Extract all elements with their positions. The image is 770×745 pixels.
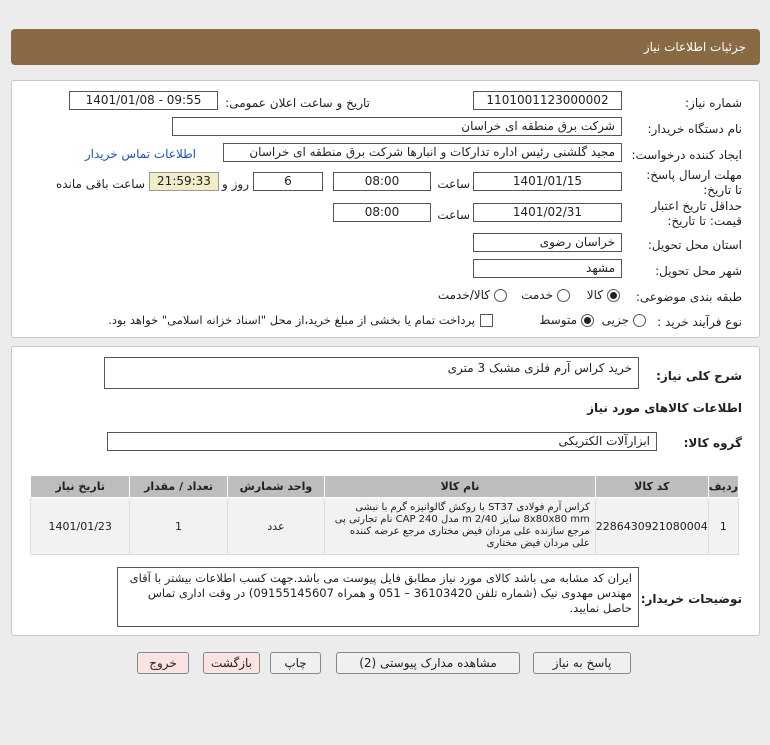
buyer-notes-label: توضیحات خریدار: <box>640 592 742 606</box>
treasury-checkbox[interactable] <box>480 314 493 327</box>
goods-group-field: ابزارآلات الکتریکی <box>107 432 657 451</box>
province-label: استان محل تحویل: <box>647 238 742 252</box>
category-option-both[interactable] <box>438 288 507 302</box>
col-code: کد کالا <box>595 476 708 498</box>
summary-label: شرح کلی نیاز: <box>656 369 742 383</box>
validity-date-field: 1401/02/31 <box>473 203 622 222</box>
buyer-contact-link[interactable]: اطلاعات تماس خریدار <box>84 147 196 161</box>
print-button[interactable]: چاپ <box>270 652 321 674</box>
cell-row: 1 <box>708 498 738 555</box>
validity-label-text: حداقل تاریخ اعتبار قیمت: تا تاریخ: <box>651 199 742 228</box>
days-label: روز و <box>222 177 249 191</box>
process-minor-radio[interactable] <box>633 314 646 327</box>
goods-table-header <box>31 476 739 498</box>
col-name: نام کالا <box>325 476 596 498</box>
back-button[interactable]: بازگشت <box>203 652 260 674</box>
city-field: مشهد <box>473 259 622 278</box>
need-number-label: شماره نیاز: <box>685 96 742 110</box>
col-qty: تعداد / مقدار <box>130 476 227 498</box>
validity-time-label: ساعت <box>437 208 470 222</box>
validity-label <box>642 199 742 229</box>
category-label: طبقه بندی موضوعی: <box>635 290 742 304</box>
days-field: 6 <box>253 172 323 191</box>
deadline-label <box>642 168 742 198</box>
page-header: جزئیات اطلاعات نیاز <box>11 29 760 65</box>
category-goods-radio[interactable] <box>607 289 620 302</box>
goods-group-label: گروه کالا: <box>683 436 742 450</box>
attachments-button[interactable]: مشاهده مدارک پیوستی (2) <box>336 652 520 674</box>
remaining-label: ساعت باقی مانده <box>55 177 145 191</box>
buyer-org-label: نام دستگاه خریدار: <box>647 122 742 136</box>
announce-label: تاریخ و ساعت اعلان عمومی: <box>225 96 370 110</box>
creator-label: ایجاد کننده درخواست: <box>631 148 742 162</box>
deadline-time-label: ساعت <box>437 177 470 191</box>
buyer-notes-field: ایران کد مشابه می باشد کالای مورد نیاز مطابق فایل پیوست می باشد.جهت کسب اطلاعات بیشتر با آقای مهندس مهدوی نیک (شماره تلفن 36103420 – 051 و همراه 09155145607) در وقت اداری تماس حاصل نمایید. <box>117 567 639 627</box>
col-row: ردیف <box>708 476 738 498</box>
table-row <box>31 498 739 555</box>
cell-unit: عدد <box>227 498 325 555</box>
process-option-minor[interactable] <box>602 313 646 327</box>
cell-date: 1401/01/23 <box>31 498 130 555</box>
exit-button[interactable]: خروج <box>137 652 189 674</box>
category-goods-text: کالا <box>586 288 603 302</box>
announce-field: 1401/01/08 - 09:55 <box>69 91 218 110</box>
deadline-time-field: 08:00 <box>333 172 431 191</box>
goods-section-title: اطلاعات کالاهای مورد نیاز <box>587 401 742 415</box>
deadline-label-text: مهلت ارسال پاسخ: تا تاریخ: <box>646 168 742 197</box>
process-medium-radio[interactable] <box>581 314 594 327</box>
col-unit: واحد شمارش <box>227 476 325 498</box>
category-both-radio[interactable] <box>494 289 507 302</box>
remaining-time-field: 21:59:33 <box>149 172 219 191</box>
province-field: خراسان رضوی <box>473 233 622 252</box>
category-option-goods[interactable] <box>587 288 620 302</box>
summary-field: خرید کراس آرم فلزی مشبک 3 متری <box>104 357 639 389</box>
category-both-text: کالا/خدمت <box>437 288 490 302</box>
creator-field: مجید گلشنی رئیس اداره تداركات و انبارها شرکت برق منطقه ای خراسان <box>223 143 622 162</box>
validity-time-field: 08:00 <box>333 203 431 222</box>
process-minor-text: جزیی <box>601 313 629 327</box>
deadline-date-field: 1401/01/15 <box>473 172 622 191</box>
process-medium-text: متوسط <box>539 313 577 327</box>
reply-button[interactable]: پاسخ به نیاز <box>533 652 631 674</box>
col-date: تاریخ نیاز <box>31 476 130 498</box>
cell-code: 2286430921080004 <box>595 498 708 555</box>
treasury-payment-option[interactable] <box>108 313 493 327</box>
treasury-text: پرداخت تمام یا بخشی از مبلغ خرید،از محل "اسناد خزانه اسلامی" خواهد بود. <box>108 313 475 327</box>
process-option-medium[interactable] <box>539 313 594 327</box>
category-service-text: خدمت <box>521 288 553 302</box>
category-option-service[interactable] <box>521 288 570 302</box>
cell-qty: 1 <box>130 498 227 555</box>
city-label: شهر محل تحویل: <box>655 264 742 278</box>
goods-table <box>30 475 739 555</box>
cell-name: کراس آرم فولادی ST37 با روکش گالوانیزه گرم با نبشی 8x80x80 mm سایز m 2/40 مدل CAP 240 نام تجارتی پی مرجع سازنده علی مردان فیض مختاری مرجع عرضه کننده علی مردان فیض مختاری <box>325 498 596 555</box>
need-number-field: 1101001123000002 <box>473 91 622 110</box>
category-service-radio[interactable] <box>557 289 570 302</box>
buyer-org-field: شرکت برق منطقه ای خراسان <box>172 117 622 136</box>
process-label: نوع فرآیند خرید : <box>657 315 742 329</box>
